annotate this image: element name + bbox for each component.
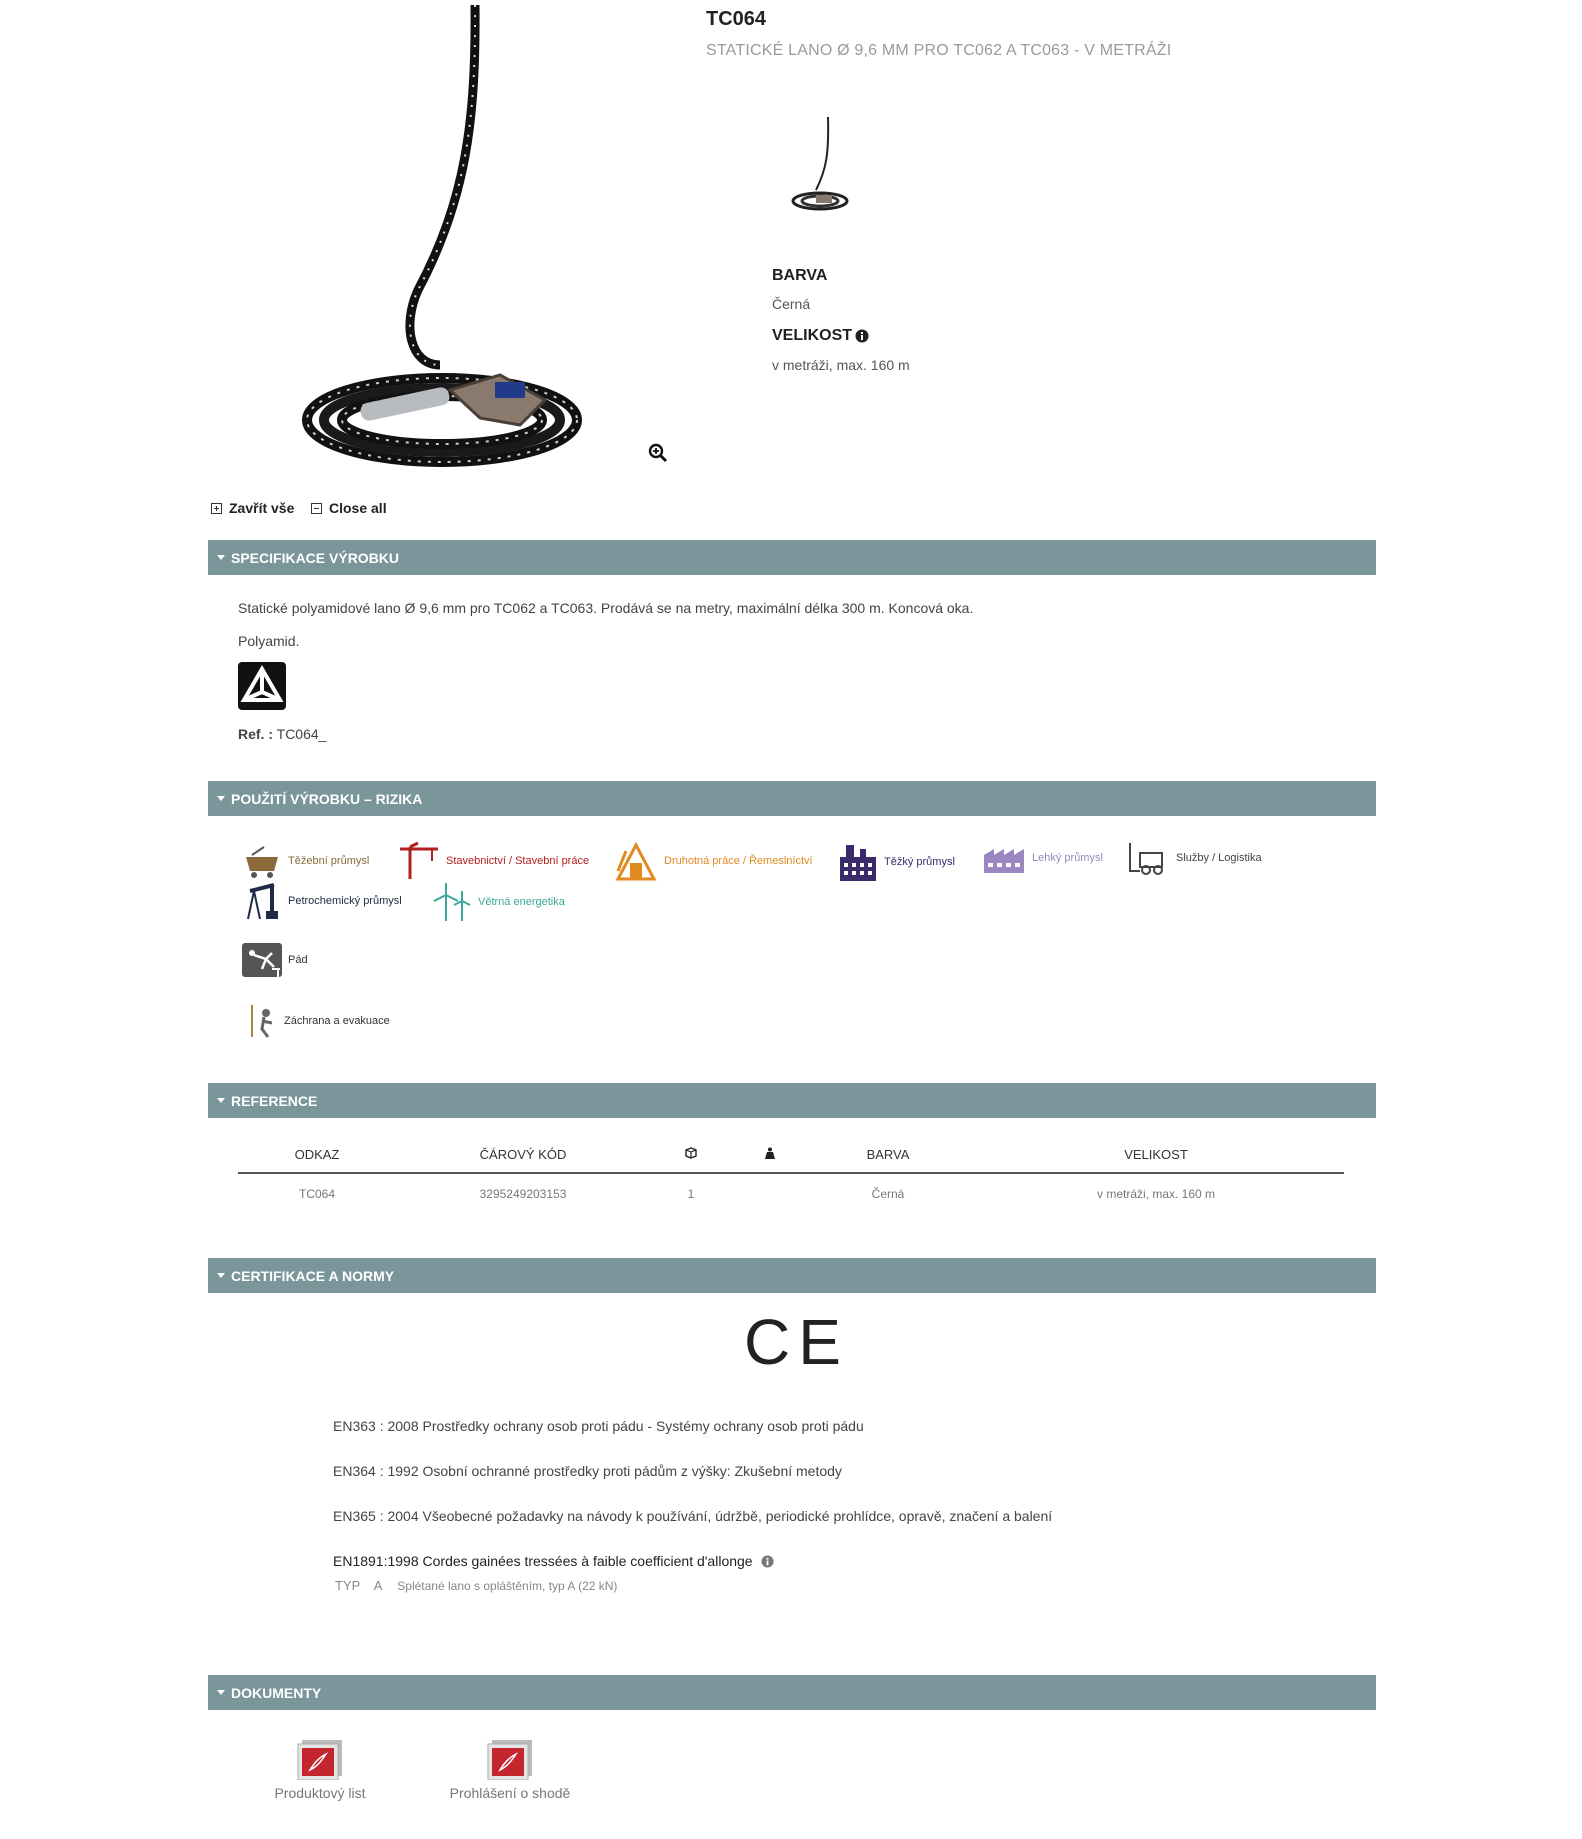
light-industry-icon — [982, 841, 1026, 875]
size-label — [772, 327, 869, 345]
col-weight — [732, 1136, 808, 1173]
section-usage-title: POUŽITÍ VÝROBKU – RIZIKA — [231, 790, 423, 807]
close-all-toggle[interactable] — [311, 500, 387, 516]
pdf-icon — [296, 1738, 344, 1780]
size-value: v metráži, max. 160 m — [772, 357, 910, 373]
section-spec-header[interactable] — [208, 540, 1376, 575]
close-all-label: Close all — [329, 500, 387, 516]
product-subtitle: STATICKÉ LANO Ø 9,6 MM PRO TC062 A TC063 - V METRÁŽI — [706, 42, 1172, 59]
info-icon[interactable] — [761, 1555, 774, 1568]
open-all-label: Zavřít vše — [229, 500, 295, 516]
industry-wind[interactable] — [432, 881, 565, 923]
cell-weight — [732, 1173, 808, 1214]
risk-rescue[interactable] — [248, 1003, 390, 1039]
wind-turbine-icon — [432, 881, 472, 923]
caret-down-icon — [217, 1690, 225, 1695]
risk-fall-label: Pád — [288, 954, 308, 966]
type-value: A — [373, 1578, 382, 1593]
col-odkaz: ODKAZ — [238, 1136, 396, 1173]
oil-pump-icon — [242, 881, 282, 921]
col-size: VELIKOST — [968, 1136, 1344, 1173]
doc-product-sheet-label: Produktový list — [274, 1785, 366, 1801]
spec-description: Statické polyamidové lano Ø 9,6 mm pro TC062 a TC063. Prodává se na metry, maximální délka 300 m. Koncová oka. — [238, 600, 974, 616]
spec-ref-value: TC064_ — [276, 726, 327, 742]
ce-mark: CE — [744, 1306, 849, 1378]
table-row[interactable] — [238, 1173, 1344, 1214]
industry-petrochemical[interactable] — [242, 881, 402, 921]
plus-box-icon — [211, 503, 222, 514]
product-thumbnail[interactable] — [786, 115, 856, 215]
reference-table — [238, 1136, 1344, 1214]
norm-en365: EN365 : 2004 Všeobecné požadavky na návody k používání, údržbě, periodické prohlídce, opravě, značení a balení — [333, 1508, 1053, 1524]
open-all-toggle[interactable] — [211, 500, 294, 516]
mining-cart-icon — [242, 841, 282, 881]
cell-odkaz: TC064 — [298, 1187, 336, 1201]
cell-size: v metráži, max. 160 m — [1096, 1187, 1216, 1201]
color-label: BARVA — [772, 267, 828, 284]
crafts-house-icon — [614, 841, 658, 881]
section-docs-header[interactable] — [208, 1675, 1376, 1710]
section-usage-header[interactable] — [208, 781, 1376, 816]
section-cert-title: CERTIFIKACE A NORMY — [231, 1267, 395, 1284]
rescue-icon — [248, 1003, 278, 1039]
industry-petrochemical-label: Petrochemický průmysl — [288, 895, 402, 907]
spec-ref — [238, 726, 326, 742]
industry-logistics-label: Služby / Logistika — [1176, 852, 1262, 864]
size-label-text: VELIKOST — [772, 327, 853, 344]
weight-icon — [765, 1147, 775, 1159]
forklift-icon — [1126, 841, 1170, 875]
col-package — [650, 1136, 732, 1173]
minus-box-icon — [311, 503, 322, 514]
product-code: TC064 — [706, 8, 767, 30]
industry-heavy[interactable] — [838, 841, 955, 883]
cell-color: Černá — [871, 1187, 905, 1201]
industry-mining-label: Těžební průmysl — [288, 855, 370, 867]
industry-light-label: Lehký průmysl — [1032, 852, 1103, 864]
product-image[interactable] — [290, 0, 590, 475]
spec-material: Polyamid. — [238, 633, 300, 649]
package-box-icon — [685, 1147, 697, 1159]
industry-heavy-label: Těžký průmysl — [884, 856, 955, 868]
zoom-icon[interactable] — [648, 443, 668, 463]
type-label: TYP — [335, 1578, 361, 1593]
section-spec-title: SPECIFIKACE VÝROBKU — [231, 549, 400, 566]
industry-logistics[interactable] — [1126, 841, 1262, 875]
table-header-row — [238, 1136, 1344, 1173]
pdf-icon — [486, 1738, 534, 1780]
industry-light[interactable] — [982, 841, 1103, 875]
risk-rescue-label: Záchrana a evakuace — [284, 1015, 390, 1027]
section-docs-title: DOKUMENTY — [231, 1684, 322, 1701]
section-reference-title: REFERENCE — [231, 1092, 318, 1109]
caret-down-icon — [217, 796, 225, 801]
fall-icon — [242, 943, 282, 977]
type-desc: Splétané lano s opláštěním, typ A (22 kN) — [397, 1579, 618, 1593]
cell-barcode: 3295249203153 — [479, 1187, 567, 1201]
col-color: BARVA — [808, 1136, 968, 1173]
crane-icon — [396, 841, 440, 881]
cell-package: 1 — [687, 1187, 695, 1201]
doc-declaration[interactable] — [440, 1738, 580, 1801]
industry-construction-label: Stavebnictví / Stavební práce — [446, 855, 590, 867]
doc-product-sheet[interactable] — [260, 1738, 380, 1801]
doc-declaration-label: Prohlášení o shodě — [449, 1785, 571, 1801]
material-logo-icon — [238, 662, 286, 710]
heavy-industry-icon — [838, 841, 878, 883]
caret-down-icon — [217, 1273, 225, 1278]
spec-ref-label: Ref. : — [238, 726, 273, 742]
industry-wind-label: Větrná energetika — [478, 896, 565, 908]
industry-mining[interactable] — [242, 841, 369, 881]
caret-down-icon — [217, 555, 225, 560]
color-value: Černá — [772, 296, 811, 312]
col-barcode: ČÁROVÝ KÓD — [396, 1136, 650, 1173]
industry-crafts[interactable] — [614, 841, 813, 881]
norm-en1891-text: EN1891:1998 Cordes gainées tressées à faible coefficient d'allonge — [333, 1553, 753, 1569]
risk-fall[interactable] — [242, 943, 308, 977]
caret-down-icon — [217, 1098, 225, 1103]
section-cert-header[interactable] — [208, 1258, 1376, 1293]
norm-en363: EN363 : 2008 Prostředky ochrany osob proti pádu - Systémy ochrany osob proti pádu — [333, 1418, 864, 1434]
section-reference-header[interactable] — [208, 1083, 1376, 1118]
norm-en1891 — [333, 1553, 774, 1569]
norm-en364: EN364 : 1992 Osobní ochranné prostředky proti pádům z výšky: Zkušební metody — [333, 1463, 842, 1479]
industry-crafts-label: Druhotná práce / Řemeslníctví — [664, 855, 813, 867]
industry-construction[interactable] — [396, 841, 589, 881]
norm-type-row — [335, 1578, 617, 1593]
info-icon[interactable] — [855, 329, 869, 343]
